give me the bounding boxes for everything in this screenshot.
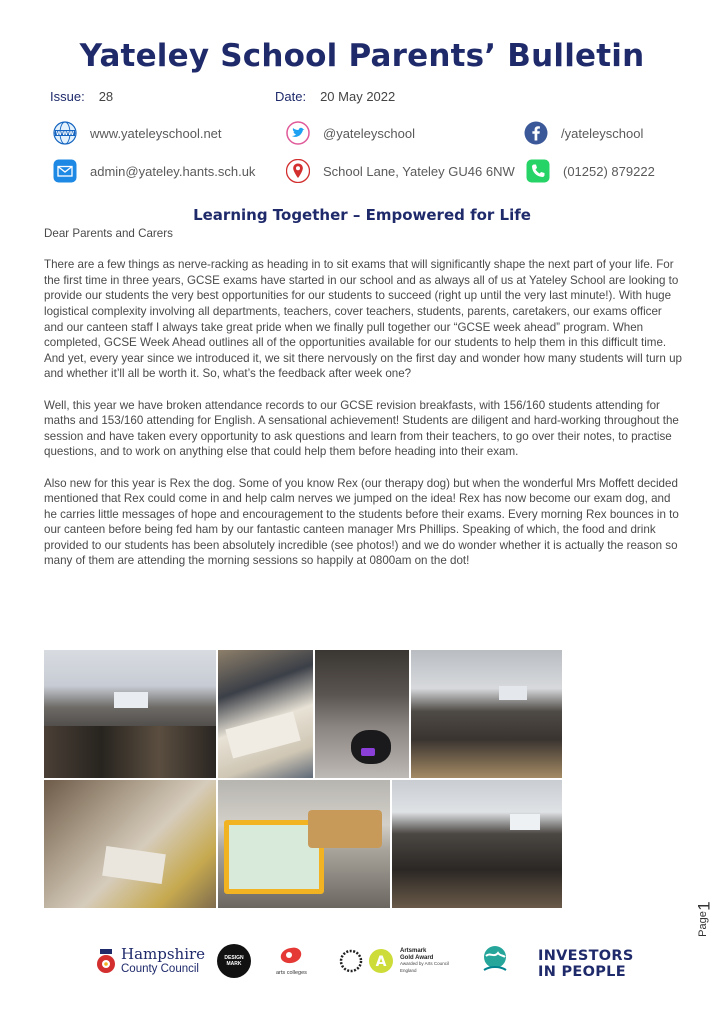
date-info [275, 89, 395, 104]
hampshire-county-council-logo [95, 947, 205, 977]
issue-label: Issue: [50, 89, 85, 104]
tudor-rose-icon [95, 949, 117, 975]
address-contact [286, 159, 515, 183]
artsmark-text: Artsmark [400, 948, 427, 954]
artsmark-gold-text: Gold Award [400, 954, 434, 961]
photo-smiling-student [44, 780, 216, 908]
phone-contact[interactable] [526, 159, 655, 183]
bulletin-title: Yateley School Parents’ Bulletin [79, 38, 645, 74]
in-people-text: IN PEOPLE [538, 964, 626, 980]
photo-canteen-hall [411, 650, 562, 778]
issue-info [50, 89, 113, 104]
svg-text:WWW: WWW [55, 131, 75, 137]
date-value: 20 May 2022 [320, 89, 396, 104]
artsmark-a-icon [368, 948, 394, 974]
investors-text: INVESTORS [538, 948, 634, 964]
page-number-value: 1 [694, 901, 714, 911]
globe-icon [53, 121, 77, 145]
facebook-icon [524, 121, 548, 145]
website-link[interactable]: www.yateleyschool.net [90, 125, 222, 141]
design-mark-text: DESIGN MARK [224, 955, 244, 967]
twinned-schools-logo [478, 944, 512, 981]
school-address: School Lane, Yateley GU46 6NW [323, 163, 515, 179]
photo-rex-the-dog [315, 650, 409, 778]
letter-paragraph: There are a few things as nerve-racking as heading in to sit exams that will significantly shape the next part of your life. For the first time in three years, GCSE exams have started in our school and as always all of us at Yateley School are looking to provide our students the very best opportunities for our students to succeed (right up until the very last minute!). With huge logistical complexity involving all departments, teachers, cover teachers, students, parents, caretakers, our exams officer and our canteen staff I always take great pride when we finally pull together our “GCSE week ahead” program. When completed, GCSE Week Ahead outlines all of the opportunities available for our students to help them in this difficult time. And yet, every year since we introduced it, we sit there nervously on the first day and wonder how many students will turn up and whether it’ll all be worth it. So, what’s the feedback after week one? [44, 258, 682, 381]
svg-text:A: A [375, 954, 387, 970]
website-contact[interactable] [53, 121, 222, 145]
facebook-contact[interactable] [524, 121, 643, 145]
email-address[interactable]: admin@yateley.hants.sch.uk [90, 163, 256, 179]
email-contact[interactable] [53, 159, 255, 183]
page-number [696, 898, 716, 942]
artsmark-gold-logo [338, 948, 456, 974]
globe-hands-icon [478, 944, 512, 976]
letter-paragraph: Also new for this year is Rex the dog. Some of you know Rex (our therapy dog) but when the wonderful Mrs Moffett decided mentioned that Rex could come in and help calm nerves we jumped on the idea! Rex has now become our exam dog, and he carries little messages of hope and encouragement to the students before their exams. Every morning Rex bounces in to our canteen before being fed ham by our fantastic canteen manager Mrs Phillips. Speaking of which, the food and drink provided to our students has been absolutely incredible (see photos!) and we do wonder whether it is actually the reason so many of them are attending the morning sessions so happily at 0800am on the dot! [44, 476, 679, 568]
artsmark-awarded-text: Awarded by Arts Council England [400, 961, 449, 973]
letter-body [44, 226, 684, 585]
letter-paragraph: Well, this year we have broken attendance records to our GCSE revision breakfasts, with 156/160 students attending for maths and 153/160 attending for English. A sensational achievement! Students are diligent and hard-working throughout the session and have taken every opportunity to ask questions and learn from their teachers, to go over their notes, to practise questions, and to work on anything else that could help them before heading into their exam. [44, 398, 679, 459]
twitter-icon [286, 121, 310, 145]
photo-exam-hall [44, 650, 216, 778]
design-mark-logo [217, 944, 251, 978]
email-icon [53, 159, 77, 183]
twitter-handle[interactable]: @yateleyschool [323, 125, 415, 141]
date-label: Date: [275, 89, 307, 104]
photo-students-revising [218, 650, 313, 778]
facebook-page[interactable]: /yateleyschool [561, 125, 644, 141]
photo-breakfast-food [218, 780, 390, 908]
artsmark-ring-icon [338, 948, 364, 974]
photo-packed-revision-room [392, 780, 562, 908]
arts-colleges-icon [278, 946, 304, 966]
county-council-name: County Council [121, 963, 199, 975]
arts-colleges-text: arts colleges [276, 970, 307, 976]
issue-value: 28 [98, 89, 114, 104]
arts-colleges-logo [276, 946, 306, 976]
location-pin-icon [286, 159, 310, 183]
hampshire-name: Hampshire [121, 945, 206, 963]
letter-salutation: Dear Parents and Carers [44, 227, 173, 240]
page-label: Page [696, 911, 709, 937]
investors-in-people-logo [538, 948, 634, 980]
twitter-contact[interactable] [286, 121, 415, 145]
phone-icon [526, 159, 550, 183]
phone-number[interactable]: (01252) 879222 [563, 163, 655, 179]
school-motto: Learning Together – Empowered for Life [193, 206, 531, 224]
